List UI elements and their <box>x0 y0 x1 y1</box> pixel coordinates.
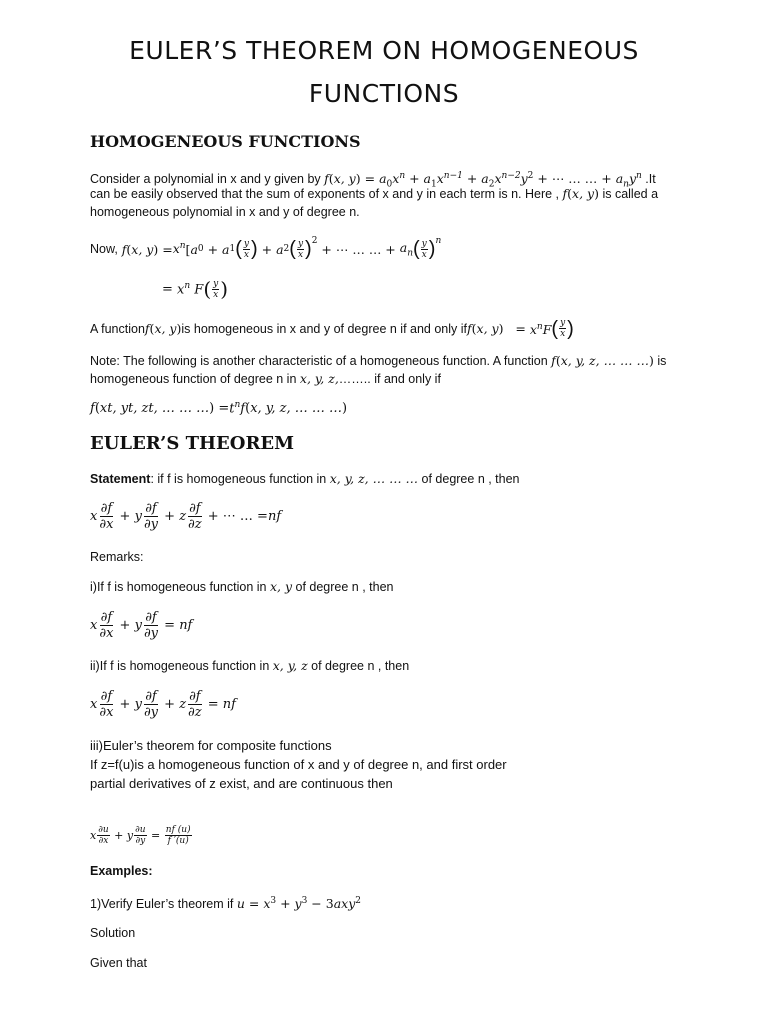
equation-euler-three-vars: x $\frac{\partial f}{\partial x}$ + y $\frac{\partial f}{\partial y}$ + z $\frac{\partial f}{\partial z}$ = nf <box>90 688 236 720</box>
paragraph-line: can be easily observed that the sum of exponents of x and y in each term is n. Here , f(x, y) is called a <box>90 186 659 201</box>
equation-homogeneity-condition: f ( xt, yt, zt, … … … ) = $t^nf$ ( x, y, z, … … … ) <box>90 399 348 417</box>
document-title-line2: FUNCTIONS <box>308 79 460 108</box>
paragraph-line: homogeneous polynomial in x and y of degree n. <box>90 205 360 219</box>
example-1: 1)Verify Euler’s theorem if $u = x^3 + y^3 - 3axy^2$ <box>90 896 362 912</box>
section-heading-homogeneous-functions: HOMOGENEOUS FUNCTIONS <box>90 132 361 151</box>
section-heading-eulers-theorem: EULER’S THEOREM <box>90 433 295 454</box>
equation-now: Now, f ( x, y ) = $x^n$ [ a 0 + a 1 ( $\frac{y}{x}$ ) + a 2 ( $\frac{y}{x}$ ) $^2$ + ⋯ … … + $a_n$ ( $\frac{y}{x}$ ) $^n$ <box>90 236 442 260</box>
paragraph-line: Consider a polynomial in x and y given by f(x, $y) = a_0x^n + a_1x^{n-1} + a_2x^{n-2}y^2$ + ⋯ … … + $a_ny^n$ .It <box>90 171 656 190</box>
document-title-line1: EULER’S THEOREM ON HOMOGENEOUS <box>129 36 639 65</box>
examples-label: Examples: <box>90 864 153 878</box>
note-line: Note: The following is another characteristic of a homogeneous function. A function f(x, y, z, … … …) is <box>90 353 667 368</box>
equation-euler-general: x $\frac{\partial f}{\partial x}$ + y $\frac{\partial f}{\partial y}$ + z $\frac{\partial f}{\partial z}$ + ⋯ … = nf <box>90 500 282 532</box>
remark-3-line2: If z=f(u)is a homogeneous function of x and y of degree n, and first order <box>90 757 507 772</box>
definition-line: A function f ( x, y ) is homogeneous in x and y of degree n if and only if f ( x, y ) = $x^nF$ ( $\frac{y}{x}$ ) <box>90 317 574 340</box>
given-that-label: Given that <box>90 956 147 970</box>
note-line: homogeneous function of degree n in x, y, z,…….. if and only if <box>90 371 441 386</box>
equation-euler-two-vars: x $\frac{\partial f}{\partial x}$ + y $\frac{\partial f}{\partial y}$ = nf <box>90 609 193 641</box>
remark-1: i)If f is homogeneous function in x, y of degree n , then <box>90 579 394 594</box>
equation-x-n-F: = $x^n$ F ( $\frac{y}{x}$ ) <box>162 277 229 301</box>
remark-3-line3: partial derivatives of z exist, and are continuous then <box>90 776 393 791</box>
polynomial-equation: f <box>324 171 329 187</box>
equation-euler-composite: x $\frac{\partial u}{\partial x}$ + y $\frac{\partial u}{\partial y}$ = $\frac{nf (u)}{f '(u)}$ <box>90 824 191 846</box>
solution-label: Solution <box>90 926 136 940</box>
remark-2: ii)If f is homogeneous function in x, y, z of degree n , then <box>90 658 410 673</box>
remarks-label: Remarks: <box>90 550 144 564</box>
remark-3-line1: iii)Euler’s theorem for composite functions <box>90 738 332 753</box>
statement-line: Statement: if f is homogeneous function in x, y, z, … … … of degree n , then <box>90 471 520 486</box>
